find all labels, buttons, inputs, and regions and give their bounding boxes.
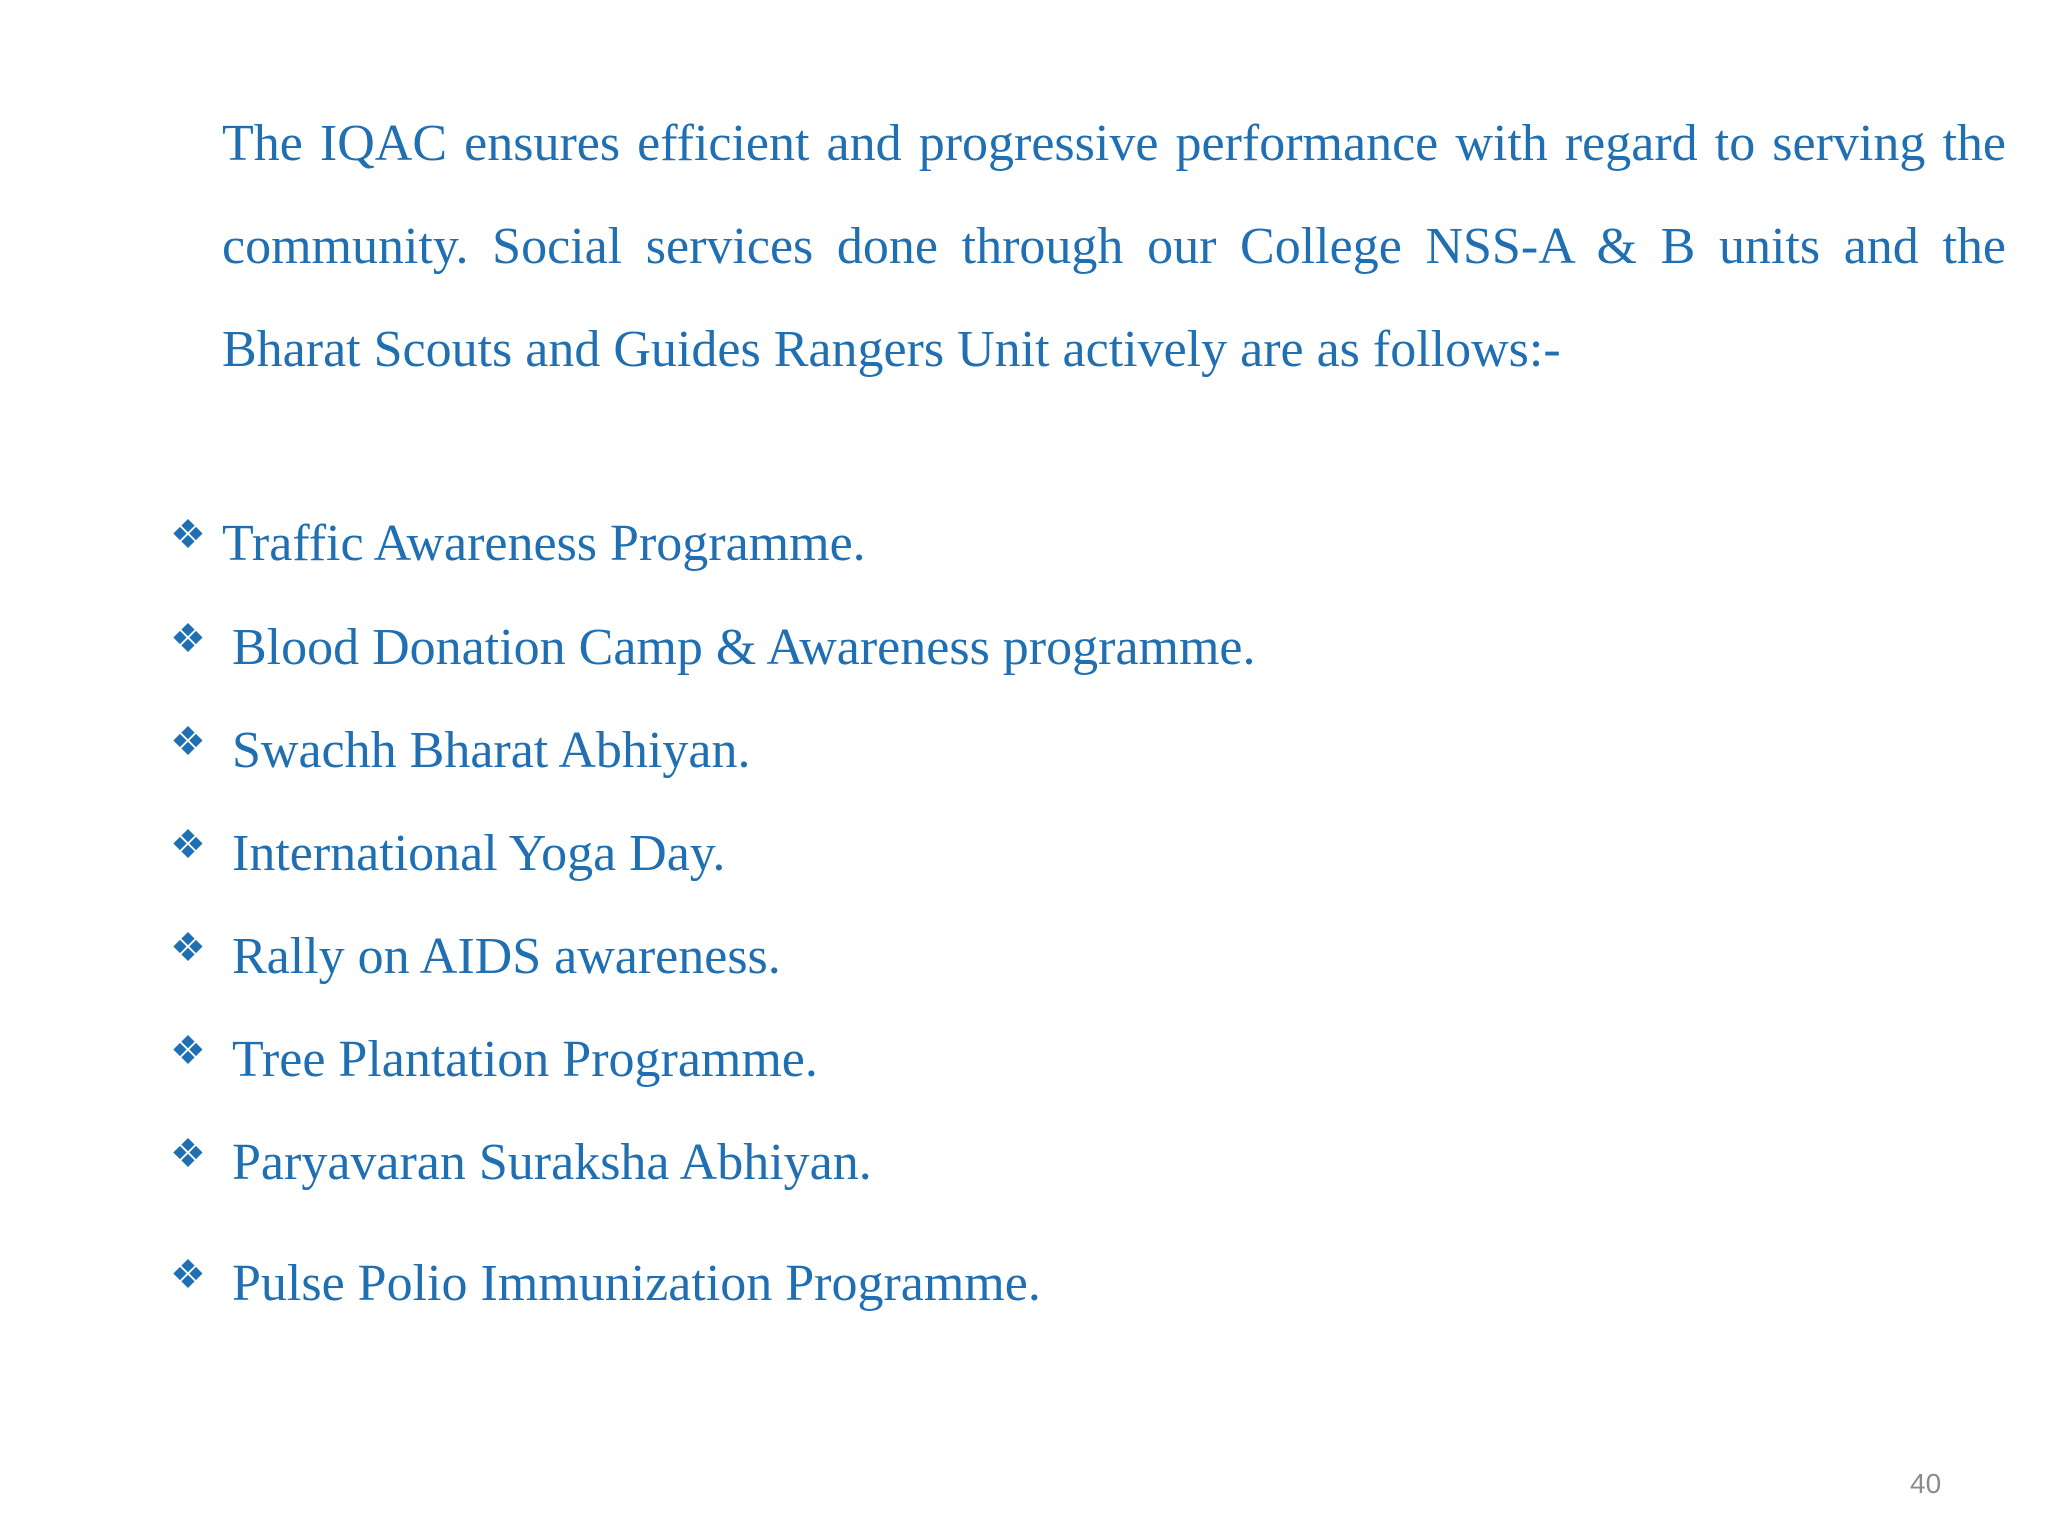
list-item-text: Paryavaran Suraksha Abhiyan. — [232, 1134, 872, 1191]
list-item-text: Pulse Polio Immunization Programme. — [232, 1255, 1041, 1312]
diamond-bullet-icon: ❖ — [170, 719, 206, 764]
list-item-text: Tree Plantation Programme. — [232, 1031, 818, 1088]
diamond-bullet-icon: ❖ — [170, 616, 206, 661]
list-item-text: Traffic Awareness Programme. — [222, 515, 866, 572]
diamond-bullet-icon: ❖ — [170, 822, 206, 867]
list-item — [170, 1131, 872, 1195]
list-item-text: Swachh Bharat Abhiyan. — [232, 722, 751, 779]
list-item — [170, 616, 1256, 680]
list-item — [170, 1028, 818, 1092]
diamond-bullet-icon: ❖ — [170, 1028, 206, 1073]
list-item-text: Rally on AIDS awareness. — [232, 928, 781, 985]
list-item — [170, 512, 866, 576]
diamond-bullet-icon: ❖ — [170, 925, 206, 970]
diamond-bullet-icon: ❖ — [170, 512, 206, 557]
list-item-text: International Yoga Day. — [232, 825, 726, 882]
intro-paragraph: The IQAC ensures efficient and progressive performance with regard to serving the community. Social services done through our College NSS-A & B units and the Bharat Scouts and Guides Rangers Unit actively are as follows:- — [222, 115, 2006, 378]
list-item — [170, 1252, 1041, 1316]
list-item — [170, 719, 750, 783]
page-number: 40 — [1910, 1468, 1942, 1499]
diamond-bullet-icon: ❖ — [170, 1252, 206, 1297]
list-item — [170, 822, 725, 886]
diamond-bullet-icon: ❖ — [170, 1131, 206, 1176]
list-item-text: Blood Donation Camp & Awareness programme. — [232, 619, 1256, 676]
list-item — [170, 925, 781, 989]
